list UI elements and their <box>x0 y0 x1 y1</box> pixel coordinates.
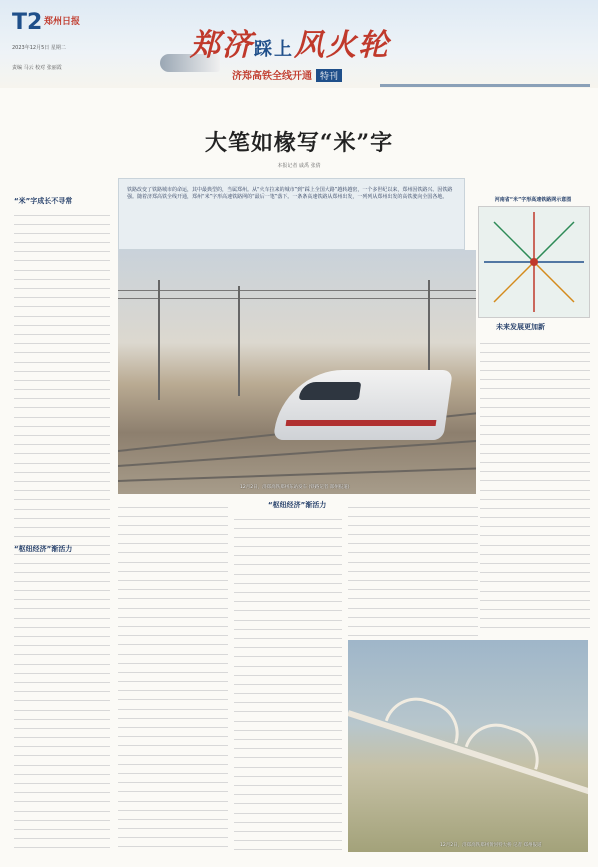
main-train-photo <box>118 250 476 494</box>
masthead <box>0 0 598 88</box>
title-part-1: 郑济 <box>190 28 254 63</box>
railway-map <box>478 206 590 318</box>
section-title-middle: “枢纽经济”渐活力 <box>268 501 327 509</box>
headline: 大笔如椽写“米”字 <box>204 130 394 156</box>
byline: 本报记者 戚禹 张倩 <box>277 163 321 169</box>
special-title <box>190 20 390 64</box>
middle-column-2-text <box>234 512 342 855</box>
rail-track <box>118 467 476 482</box>
editors-line: 责编 马云 校对 张丽霞 <box>12 65 62 71</box>
catenary-pole <box>238 286 240 396</box>
title-part-2: 踩上 <box>254 39 294 60</box>
bridge-photo <box>348 640 588 852</box>
title-part-3: 风火轮 <box>294 28 390 63</box>
bridge-deck <box>348 710 588 796</box>
bridge-photo-caption: 12月2日，济郑高铁郑州黄河特大桥 记者 郑州报道 <box>440 843 542 848</box>
train-body <box>273 370 453 440</box>
subtitle: 济郑高铁全线开通 <box>232 71 312 82</box>
catenary-wire <box>118 298 476 299</box>
section-title-right: 未来发展更加新 <box>496 323 545 331</box>
page-number: T2 <box>12 10 43 35</box>
map-title: 河南省“米”字形高速铁路网示意图 <box>494 197 572 203</box>
intro-text: 铁路改变了铁路城市的命运，其中最典型的，当属郑州。从“火车拉来的城市”到“踩上全国大路”越转越密，一个多世纪以来，郑州因铁路兴、因铁路强。随着济郑高铁全线开通，郑州“米”字形高速铁路网的“最后一笔”落下。一条条高速铁路从郑州出发，一列列从郑州出发的高铁驶向全国各地。 <box>127 187 453 200</box>
left-column-text-bottom <box>14 556 110 856</box>
dateline: 2023年12月5日 星期二 <box>12 45 66 51</box>
special-tag: 特刊 <box>316 69 342 82</box>
left-column-text-top <box>14 208 110 558</box>
catenary-wire <box>118 290 476 291</box>
subtitle-band <box>232 64 442 80</box>
train-stripe <box>286 420 437 426</box>
rail-track <box>118 438 476 467</box>
section-title-left: “米”字成长不寻常 <box>14 197 73 205</box>
railway-map-graphic <box>479 207 589 317</box>
paper-name: 郑州日报 <box>44 17 81 27</box>
right-column-text <box>480 336 590 636</box>
main-photo-caption: 12月2日，济郑高铁郑州东站发车 (铁路记者 郑州报道) <box>240 485 350 490</box>
middle-column-3-text <box>348 500 478 636</box>
middle-column-1-text <box>118 500 228 855</box>
section-title-left-2: “枢纽经济”渐活力 <box>14 545 73 553</box>
intro-box <box>118 178 465 250</box>
catenary-pole <box>158 280 160 400</box>
train-windshield <box>299 382 362 400</box>
